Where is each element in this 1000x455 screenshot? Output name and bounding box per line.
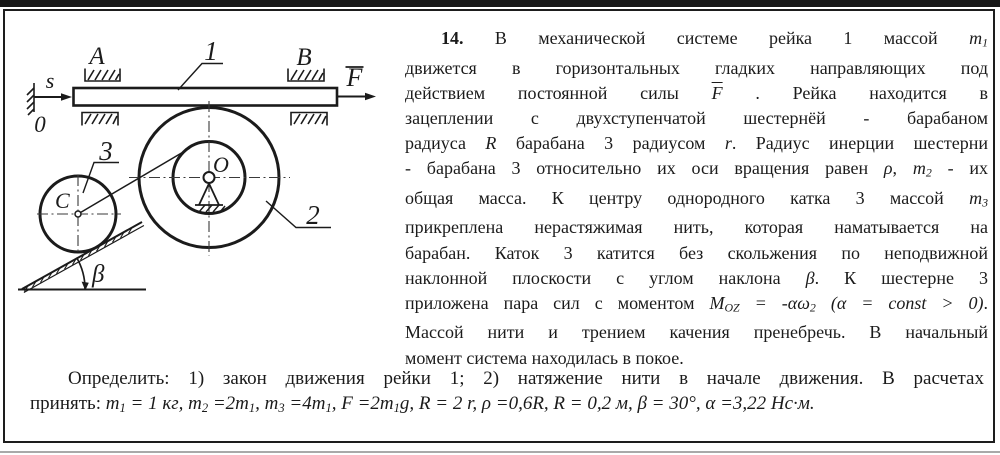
text-line (405, 106, 988, 131)
text-segment: барабана 3 радиусом (496, 132, 725, 153)
text-segment: 2 (925, 165, 932, 180)
text-segment: 1 (119, 400, 126, 415)
pin-support (195, 184, 225, 213)
text-segment: 2 (809, 300, 816, 315)
text-segment: принять: (30, 393, 106, 414)
bottom-rule (0, 451, 1000, 453)
angle-arc (77, 258, 89, 291)
text-segment: 3 (278, 400, 285, 415)
text-segment: - барабана 3 относительно их оси вращения равен (405, 158, 884, 179)
text-segment: - их (931, 158, 988, 179)
text-segment: =4m (284, 393, 326, 414)
text-segment: $\overline{F}$ (711, 82, 723, 103)
text-segment: Определить: 1) закон движения рейки 1; 2) натяжение нити в начале движения. В расчетах (68, 368, 984, 389)
text-segment: приложена пара сил с моментом (405, 292, 710, 313)
text-segment: 1 (393, 400, 400, 415)
text-line (405, 186, 988, 216)
rack-label: 1 (204, 36, 218, 66)
text-line (30, 366, 984, 391)
text-line (405, 241, 988, 266)
guide-support-a-bottom (82, 113, 118, 126)
text-segment: . К шестерне 3 (814, 267, 988, 288)
text-segment: r (724, 132, 732, 153)
text-segment: β (805, 267, 815, 288)
text-segment: 3 (982, 195, 988, 210)
rack-leader (178, 64, 223, 91)
text-segment: ρ (883, 158, 893, 179)
support-a-label: A (89, 43, 105, 70)
text-line (405, 266, 988, 291)
text-segment: В механической системе рейка 1 массой (463, 28, 970, 48)
text-segment: . (983, 292, 988, 313)
text-segment: OZ (724, 300, 740, 315)
text-segment: , F =2m (331, 393, 394, 414)
roller-leader (83, 163, 119, 194)
text-line (405, 291, 988, 321)
text-segment: = -αω (739, 292, 810, 313)
guide-support-b-bottom (291, 113, 327, 126)
text-line (405, 26, 988, 56)
text-segment: m (105, 393, 120, 414)
angle-label: β (92, 261, 105, 288)
origin-wall (27, 83, 34, 115)
text-segment: m (969, 28, 983, 48)
text-line (30, 391, 984, 421)
text-segment: = 1 кг, m (125, 393, 202, 414)
text-segment: , m (255, 393, 279, 414)
gear-leader (266, 201, 331, 228)
text-segment: . Рейка находится в (722, 82, 988, 103)
text-line (405, 215, 988, 240)
text-segment: R (485, 132, 497, 153)
text-segment: наклонной плоскости с углом наклона (405, 267, 806, 288)
text-segment: . Радиус инерции шестерни (731, 132, 988, 153)
gear-label: 2 (306, 200, 320, 230)
roller-center-dot (75, 211, 81, 217)
text-line (405, 320, 988, 345)
guide-support-a-top (85, 69, 120, 82)
text-segment: 1 (325, 400, 332, 415)
roller-center-label: C (55, 188, 70, 213)
text-segment: M (709, 292, 725, 313)
problem-statement (405, 26, 988, 371)
s-axis-label: s (45, 68, 55, 93)
force-label: F (346, 63, 363, 92)
text-segment: радиуса (405, 132, 486, 153)
text-segment: , (892, 158, 913, 179)
task-statement (30, 366, 984, 421)
text-segment: m (912, 158, 926, 179)
text-segment: зацеплении с двухступенчатой шестернёй - барабаном (405, 107, 988, 128)
text-segment: движется в горизонтальных гладких направляющих под (405, 57, 988, 78)
text-segment: 2 (201, 400, 209, 415)
rack-bar (74, 88, 338, 106)
text-line (405, 131, 988, 156)
roller-label: 3 (99, 136, 113, 166)
text-line (405, 156, 988, 186)
text-segment: 1 (248, 400, 256, 415)
text-segment: Массой нити и трением качения пренебречь. В начальный (405, 322, 988, 343)
text-line (405, 56, 988, 81)
support-b-label: B (296, 44, 312, 71)
text-segment: (α = const > 0) (815, 292, 984, 313)
text-segment: =2m (208, 393, 249, 414)
text-segment: момент система находилась в покое. (405, 347, 684, 368)
text-segment: m (969, 187, 983, 208)
text-segment: 14. (441, 28, 464, 48)
text-segment: барабан. Каток 3 катится без скольжения по неподвижной (405, 242, 988, 263)
text-segment: общая масса. К центру однородного катка 3 массой (405, 187, 970, 208)
text-line (405, 81, 988, 106)
gear-center-label: O (213, 152, 229, 177)
text-segment: прикреплена нерастяжимая нить, которая наматывается на (405, 217, 988, 238)
text-segment: 1 (982, 35, 988, 50)
s-axis-arrow (34, 93, 72, 101)
text-segment: g, R = 2 r, ρ =0,6R, R = 0,2 м, β = 30°, α =3,22 Нс·м. (399, 393, 815, 414)
origin-label: 0 (34, 112, 46, 137)
text-segment: действием постоянной силы (405, 82, 712, 103)
